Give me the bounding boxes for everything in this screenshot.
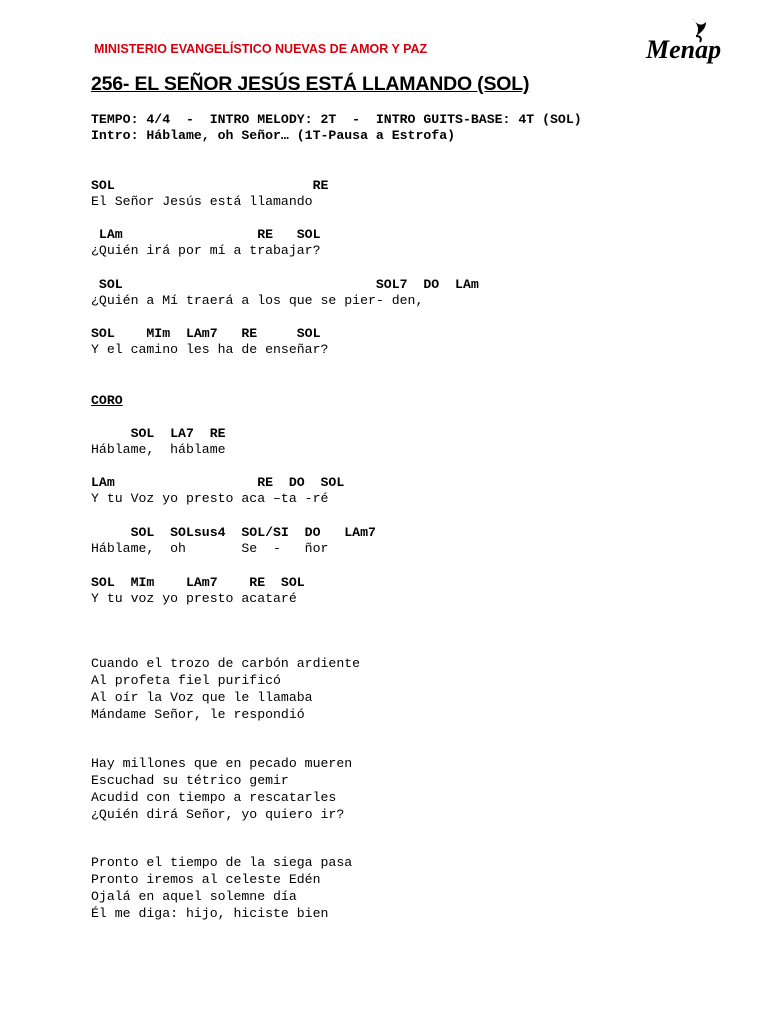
lyric-line: Al oír la Voz que le llamaba [91, 690, 313, 705]
chord-line: SOL SOL7 DO LAm [91, 277, 479, 292]
menap-logo [640, 14, 744, 64]
chorus-label: CORO [91, 393, 123, 408]
lyric-line: Escuchad su tétrico gemir [91, 773, 289, 788]
chord-line: SOL MIm LAm7 RE SOL [91, 326, 321, 341]
chord-line: SOL SOLsus4 SOL/SI DO LAm7 [91, 525, 376, 540]
chord-line: SOL MIm LAm7 RE SOL [91, 575, 305, 590]
tempo-line: TEMPO: 4/4 - INTRO MELODY: 2T - INTRO GUITS-BASE: 4T (SOL) [91, 112, 582, 127]
lyric-line: Y el camino les ha de enseñar? [91, 342, 329, 357]
lyric-line: Y tu voz yo presto acataré [91, 591, 297, 606]
lyric-line: Y tu Voz yo presto aca –ta -ré [91, 491, 329, 506]
song-title: 256- EL SEÑOR JESÚS ESTÁ LLAMANDO (SOL) [91, 73, 530, 95]
lyric-line: Mándame Señor, le respondió [91, 707, 305, 722]
organization-name: MINISTERIO EVANGELÍSTICO NUEVAS DE AMOR Y PAZ [94, 42, 428, 56]
bird-icon [640, 14, 744, 64]
lyric-line: ¿Quién a Mí traerá a los que se pier- den, [91, 293, 424, 308]
chord-line: SOL LA7 RE [91, 426, 226, 441]
lyric-line: ¿Quién irá por mí a trabajar? [91, 243, 321, 258]
chord-line: LAm RE SOL [91, 227, 321, 242]
lyric-line: Háblame, háblame [91, 442, 226, 457]
lyric-line: Hay millones que en pecado mueren [91, 756, 353, 771]
intro-line: Intro: Háblame, oh Señor… (1T-Pausa a Estrofa) [91, 128, 456, 143]
lyric-line: El Señor Jesús está llamando [91, 194, 313, 209]
chord-line: SOL RE [91, 178, 329, 193]
lyric-line: Pronto iremos al celeste Edén [91, 872, 321, 887]
chord-line: LAm RE DO SOL [91, 475, 345, 490]
lyric-line: Háblame, oh Se - ñor [91, 541, 329, 556]
lyric-line: ¿Quién dirá Señor, yo quiero ir? [91, 807, 345, 822]
lyric-line: Acudid con tiempo a rescatarles [91, 790, 337, 805]
lyric-line: Ojalá en aquel solemne día [91, 889, 297, 904]
lyric-line: Cuando el trozo de carbón ardiente [91, 656, 361, 671]
lyric-line: Al profeta fiel purificó [91, 673, 281, 688]
lyric-line: Él me diga: hijo, hiciste bien [91, 906, 329, 921]
lyric-line: Pronto el tiempo de la siega pasa [91, 855, 353, 870]
logo-text: Menap [646, 35, 722, 64]
